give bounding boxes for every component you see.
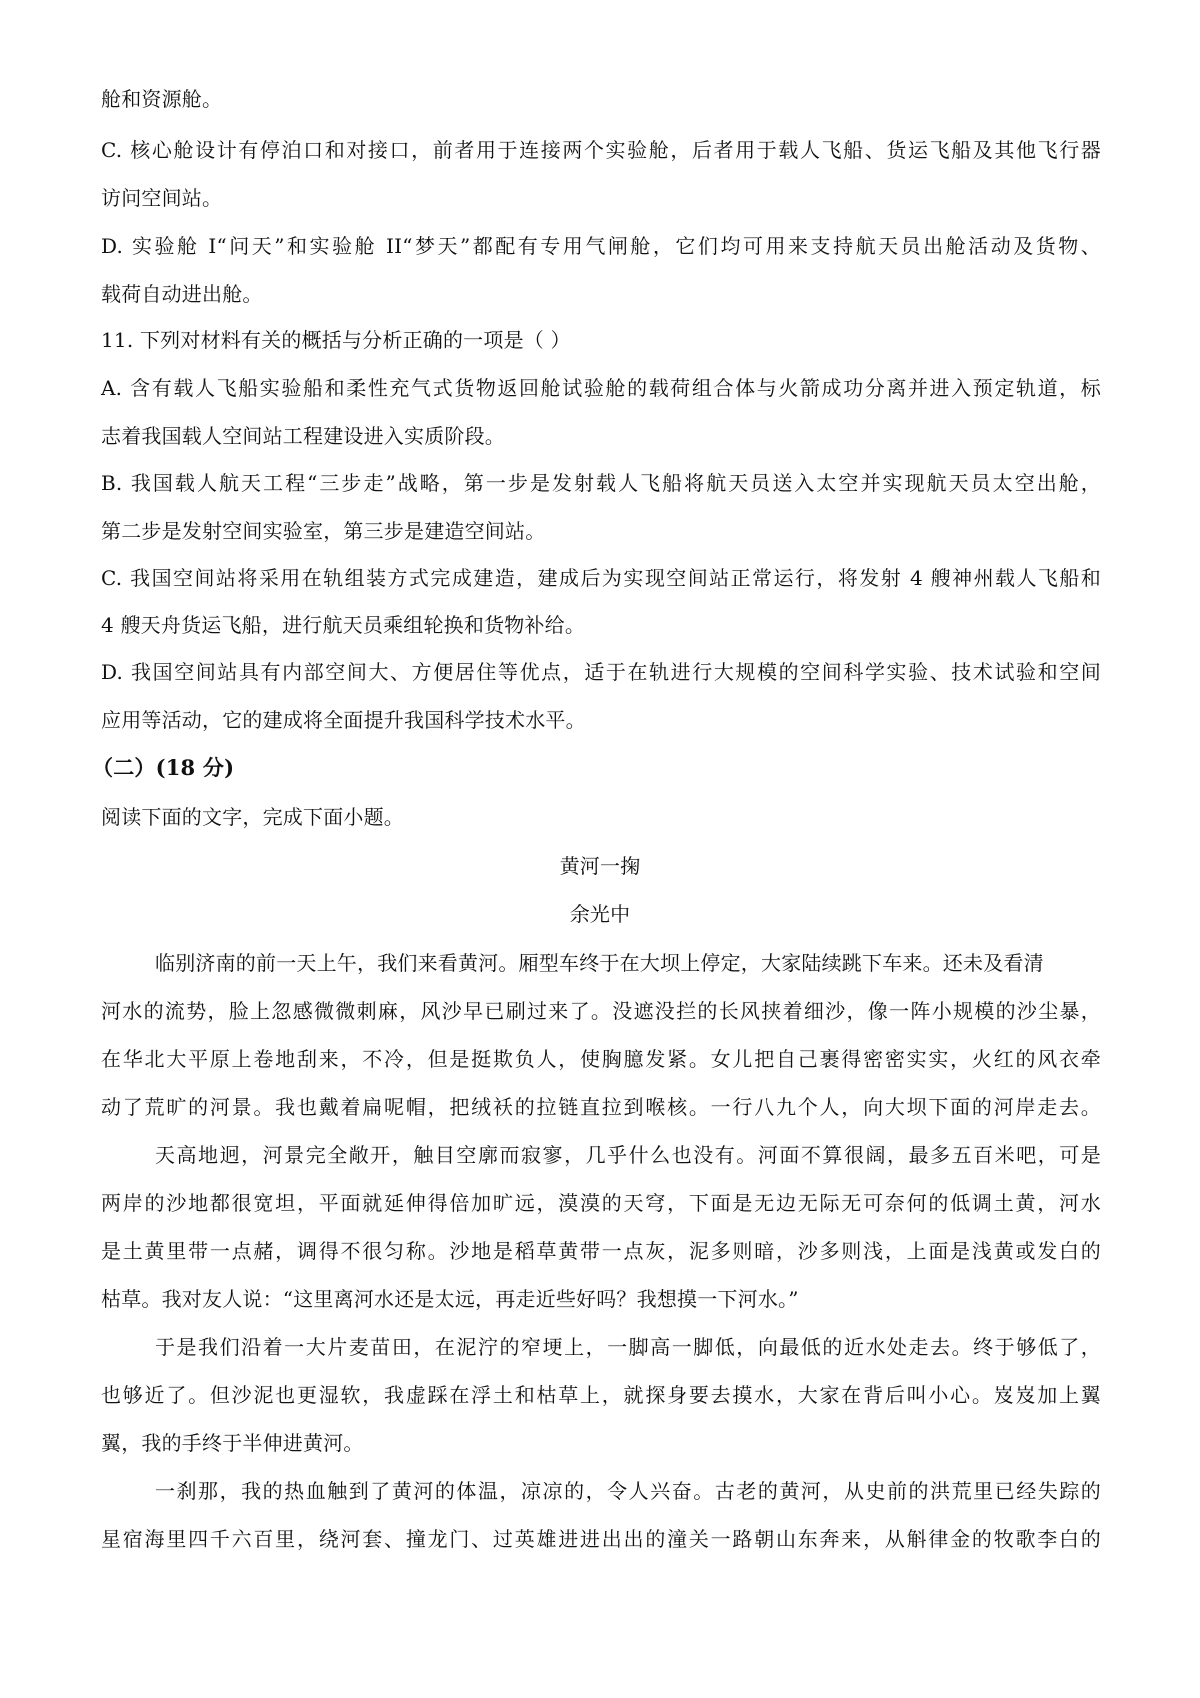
question-11: 11. 下列对材料有关的概括与分析正确的一项是（ ） [101, 328, 571, 352]
text-line: 志着我国载人空间站工程建设进入实质阶段。 [101, 424, 505, 448]
article-author: 余光中 [569, 902, 631, 926]
option-d-line: D. 实验舱 I“问天”和实验舱 II“梦天”都配有专用气闸舱，它们均可用来支持航天员出舱活动及货物、 [101, 234, 1101, 258]
text-line: 第二步是发射空间实验室，第三步是建造空间站。 [101, 519, 546, 543]
text-line: 载荷自动进出舱。 [101, 282, 263, 306]
paragraph-line: 河水的流势，脸上忽感微微刺麻，风沙早已刷过来了。没遮没拦的长风挟着细沙，像一阵小规模的沙尘暴， [101, 999, 1101, 1023]
paragraph-line: 于是我们沿着一大片麦苗田，在泥泞的窄埂上，一脚高一脚低，向最低的近水处走去。终于够低了， [155, 1335, 1101, 1359]
option-c-line: C. 我国空间站将采用在轨组装方式完成建造，建成后为实现空间站正常运行，将发射 4 艘神州载人飞船和 [101, 566, 1101, 590]
option-c-line: C. 核心舱设计有停泊口和对接口，前者用于连接两个实验舱，后者用于载人飞船、货运飞船及其他飞行器 [101, 138, 1101, 162]
paragraph-line: 动了荒旷的河景。我也戴着扁呢帽，把绒袄的拉链直拉到喉核。一行八九个人，向大坝下面的河岸走去。 [101, 1095, 1101, 1119]
paragraph-line: 也够近了。但沙泥也更湿软，我虚踩在浮土和枯草上，就探身要去摸水，大家在背后叫小心。岌岌加上翼 [101, 1383, 1101, 1407]
section-heading: （二）(18 分) [92, 755, 235, 780]
option-a-line: A. 含有载人飞船实验船和柔性充气式货物返回舱试验舱的载荷组合体与火箭成功分离并进入预定轨道，标 [101, 376, 1101, 400]
paragraph-line: 两岸的沙地都很宽坦，平面就延伸得倍加旷远，漠漠的天穹，下面是无边无际无可奈何的低调土黄，河水 [101, 1191, 1101, 1215]
paragraph-line: 翼，我的手终于半伸进黄河。 [101, 1431, 364, 1455]
paragraph-line: 是土黄里带一点赭，调得不很匀称。沙地是稻草黄带一点灰，泥多则暗，沙多则浅，上面是浅黄或发白的 [101, 1239, 1101, 1263]
option-b-line: B. 我国载人航天工程“三步走”战略，第一步是发射载人飞船将航天员送入太空并实现航天员太空出舱， [101, 471, 1101, 495]
article-title: 黄河一掬 [559, 854, 641, 878]
text-line: 访问空间站。 [101, 186, 223, 210]
paragraph-line: 一刹那，我的热血触到了黄河的体温，凉凉的，令人兴奋。古老的黄河，从史前的洪荒里已经失踪的 [155, 1479, 1101, 1503]
paragraph-line: 枯草。我对友人说：“这里离河水还是太远，再走近些好吗？我想摸一下河水。” [101, 1287, 799, 1311]
paragraph-line: 星宿海里四千六百里，绕河套、撞龙门、过英雄进进出出的潼关一路朝山东奔来，从斛律金的牧歌李白的 [101, 1527, 1101, 1551]
text-line: 应用等活动，它的建成将全面提升我国科学技术水平。 [101, 708, 586, 732]
option-d-line: D. 我国空间站具有内部空间大、方便居住等优点，适于在轨进行大规模的空间科学实验、技术试验和空间 [101, 660, 1101, 684]
text-line: 4 艘天舟货运飞船，进行航天员乘组轮换和货物补给。 [101, 613, 586, 637]
paragraph-line: 在华北大平原上卷地刮来，不冷，但是挺欺负人，使胸臆发紧。女儿把自己裹得密密实实，火红的风衣牵 [101, 1047, 1101, 1071]
paragraph-line: 天高地迥，河景完全敞开，触目空廓而寂寥，几乎什么也没有。河面不算很阔，最多五百米吧，可是 [155, 1143, 1101, 1167]
text-line: 舱和资源舱。 [101, 87, 223, 111]
paragraph-line: 临别济南的前一天上午，我们来看黄河。厢型车终于在大坝上停定，大家陆续跳下车来。还未及看清 [155, 951, 1044, 975]
instruction-text: 阅读下面的文字，完成下面小题。 [101, 805, 404, 829]
